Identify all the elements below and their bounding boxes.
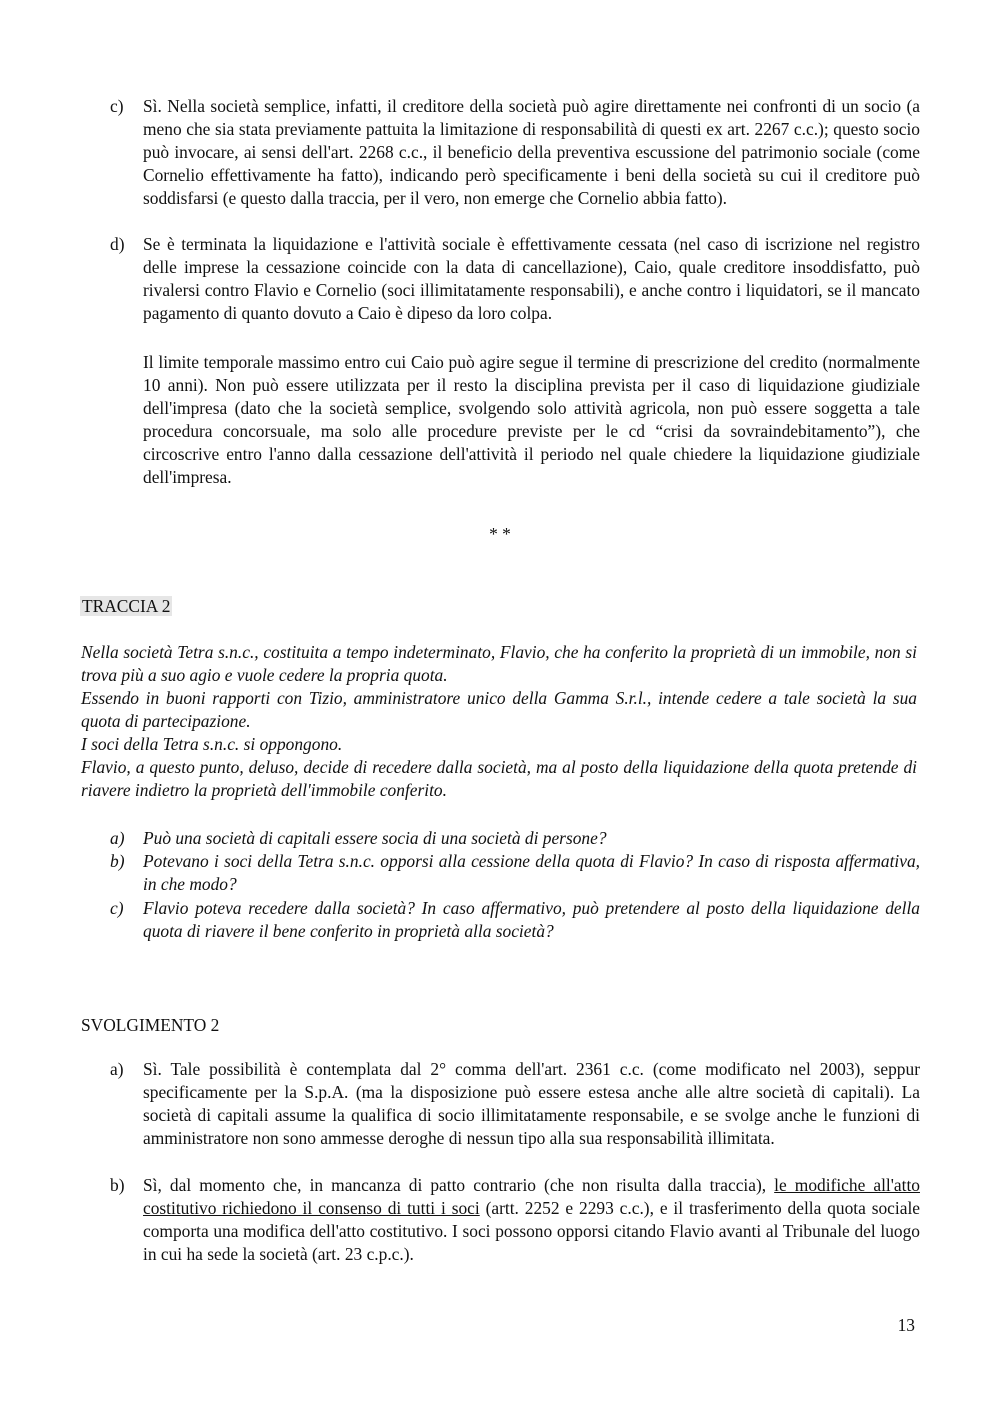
traccia-body bbox=[81, 641, 917, 802]
section-separator: * * bbox=[489, 524, 511, 544]
question-text: Può una società di capitali essere socia di una società di persone? bbox=[143, 828, 607, 848]
answer-b-text bbox=[143, 1174, 920, 1266]
traccia-paragraph: Nella società Tetra s.n.c., costituita a tempo indeterminato, Flavio, che ha conferito la proprietà di un immobile, non si trova più a suo agio e vuole cedere la propria quota. bbox=[81, 642, 917, 685]
list-marker: c) bbox=[110, 96, 124, 116]
answer-c-text: Sì. Nella società semplice, infatti, il creditore della società può agire direttamente nei confronti di un socio (a meno che sia stata previamente pattuita la limitazione di responsabilità di questi ex art. 2267 c.c.); questo socio può invocare, ai sensi dell'art. 2268 c.c., il beneficio della preventiva escussione del patrimonio sociale (come Cornelio effettivamente ha fatto), indicando però specificamente i beni della società su cui il creditore può soddisfarsi (e questo dalla traccia, per il vero, non emerge che Cornelio abbia fatto). bbox=[143, 96, 920, 208]
page-number: 13 bbox=[897, 1315, 915, 1335]
question-text: Flavio poteva recedere dalla società? In caso affermativo, può pretendere al posto della liquidazione della quota di riavere il bene conferito in proprietà alla società? bbox=[143, 898, 920, 941]
answer-b-text-before: Sì, dal momento che, in mancanza di patto contrario (che non risulta dalla traccia), bbox=[143, 1175, 775, 1195]
answer-a-text: Sì. Tale possibilità è contemplata dal 2° comma dell'art. 2361 c.c. (come modificato nel 2003), seppur specificamente per la S.p.A. (ma la disposizione può essere estesa anche alle altre società di capitali). La società di capitali assume la qualifica di socio illimitatamente responsabile, e se svolge anche le funzioni di amministratore non sono ammesse deroghe di nessun tipo alla sua responsabilità illimitata. bbox=[143, 1059, 920, 1148]
traccia-heading bbox=[80, 595, 172, 618]
list-marker: a) bbox=[110, 828, 125, 848]
list-marker: a) bbox=[110, 1059, 124, 1079]
traccia-heading-text: TRACCIA 2 bbox=[82, 596, 171, 616]
answer-d-text: Se è terminata la liquidazione e l'attività sociale è effettivamente cessata (nel caso di iscrizione nel registro delle imprese la cessazione coincide con la data di cancellazione), Caio, quale creditore insoddisfatto, può rivalersi contro Flavio e Cornelio (soci illimitatamente responsabili), e anche contro i liquidatori, se il mancato pagamento di quanto dovuto a Caio è dipeso da loro colpa. bbox=[143, 234, 920, 323]
list-marker: b) bbox=[110, 1175, 125, 1195]
list-marker: b) bbox=[110, 851, 125, 871]
traccia-paragraph: Essendo in buoni rapporti con Tizio, amministratore unico della Gamma S.r.l., intende cedere a tale società la sua quota di partecipazione. bbox=[81, 688, 917, 731]
answer-d-text-continued: Il limite temporale massimo entro cui Caio può agire segue il termine di prescrizione del credito (normalmente 10 anni). Non può essere utilizzata per il resto la disciplina prevista per il caso di liquidazione giudiziale dell'impresa (dato che la società semplice, svolgendo solo attività agricola, non può essere soggetta a tale procedura concorsuale, ma solo alle procedure previste per le cd “crisi da sovraindebitamento”), che circoscrive entro l'anno dalla cessazione dell'attività il periodo nel quale chiedere la liquidazione giudiziale dell'impresa. bbox=[143, 352, 920, 487]
answer-b-text-after: (artt. 2252 e 2293 c.c.), e il trasferimento della quota sociale comporta una modifica dell'atto costitutivo. I soci possono opporsi citando Flavio avanti al Tribunale del luogo in cui ha sede la società (art. 23 c.p.c.). bbox=[143, 1198, 920, 1264]
list-marker: d) bbox=[110, 234, 125, 254]
question-text: Potevano i soci della Tetra s.n.c. opporsi alla cessione della quota di Flavio? In caso di risposta affermativa, in che modo? bbox=[143, 851, 920, 894]
list-marker: c) bbox=[110, 898, 124, 918]
traccia-paragraph: I soci della Tetra s.n.c. si oppongono. bbox=[81, 734, 343, 754]
answer-b-underlined: le modifiche all'atto costitutivo richiedono il consenso di tutti i soci bbox=[143, 1175, 920, 1218]
svolgimento-heading: SVOLGIMENTO 2 bbox=[81, 1015, 220, 1035]
traccia-paragraph: Flavio, a questo punto, deluso, decide di recedere dalla società, ma al posto della liquidazione della quota pretende di riavere indietro la proprietà dell'immobile conferito. bbox=[81, 757, 917, 800]
